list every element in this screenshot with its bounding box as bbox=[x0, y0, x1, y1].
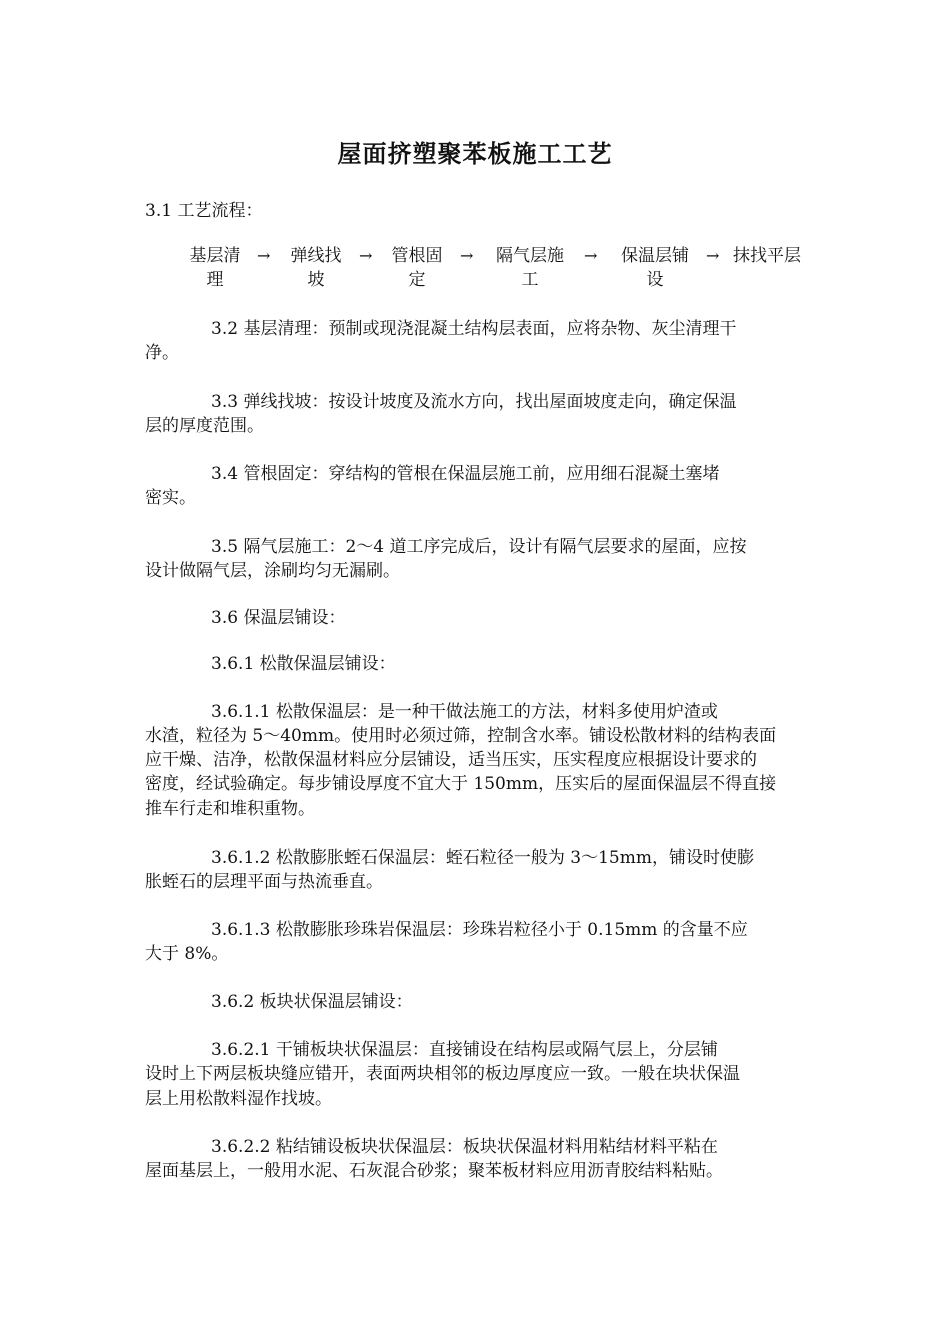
paragraph-3-6-2-1-line: 层上用松散料湿作找坡。 bbox=[145, 1089, 332, 1109]
flow-arrow: → bbox=[257, 246, 271, 265]
paragraph-3-6-1-2-line: 胀蛭石的层理平面与热流垂直。 bbox=[145, 872, 383, 892]
flow-step-label-cont: 设 bbox=[646, 270, 664, 290]
flow-step-vapor-barrier bbox=[490, 244, 570, 292]
section-3-1-heading: 3.1 工艺流程： bbox=[145, 201, 263, 221]
paragraph-3-6-1-1-line: 水渣，粒径为 5～40mm。使用时必须过筛，控制含水率。铺设松散材料的结构表面 bbox=[145, 726, 777, 746]
paragraph-3-4-line: 3.4 管根固定：穿结构的管根在保温层施工前，应用细石混凝土塞堵 bbox=[211, 464, 720, 484]
flow-step-label: 保温层铺 bbox=[621, 246, 689, 266]
paragraph-3-6-2-2-line: 屋面基层上，一般用水泥、石灰混合砂浆；聚苯板材料应用沥青胶结料粘贴。 bbox=[145, 1161, 723, 1181]
section-3-6-1-heading: 3.6.1 松散保温层铺设： bbox=[211, 654, 396, 674]
flow-step-insulation-laying bbox=[615, 244, 695, 292]
paragraph-3-6-1-3-line: 3.6.1.3 松散膨胀珍珠岩保温层：珍珠岩粒径小于 0.15mm 的含量不应 bbox=[211, 920, 748, 940]
flow-step-leveling-layer bbox=[727, 244, 807, 268]
paragraph-3-6-1-1-line: 3.6.1.1 松散保温层：是一种干做法施工的方法，材料多使用炉渣或 bbox=[211, 702, 718, 722]
flow-step-label: 弹线找 bbox=[290, 246, 342, 266]
paragraph-3-5-line: 3.5 隔气层施工：2～4 道工序完成后，设计有隔气层要求的屋面，应按 bbox=[211, 537, 747, 557]
flow-step-label-cont: 工 bbox=[521, 270, 539, 290]
paragraph-3-3-line: 3.3 弹线找坡：按设计坡度及流水方向，找出屋面坡度走向，确定保温 bbox=[211, 392, 737, 412]
flow-arrow: → bbox=[359, 246, 373, 265]
paragraph-3-6-1-1-line: 密度，经试验确定。每步铺设厚度不宜大于 150mm，压实后的屋面保温层不得直接 bbox=[145, 774, 777, 794]
section-3-6-heading: 3.6 保温层铺设： bbox=[211, 608, 346, 628]
paragraph-3-6-2-2-line: 3.6.2.2 粘结铺设板块状保温层：板块状保温材料用粘结材料平粘在 bbox=[211, 1137, 718, 1157]
flow-step-label-cont: 坡 bbox=[307, 270, 325, 290]
flow-step-pipe-fixing bbox=[387, 244, 447, 292]
paragraph-3-6-2-1-line: 设时上下两层板块缝应错开，表面两块相邻的板边厚度应一致。一般在块状保温 bbox=[145, 1064, 740, 1084]
flow-step-label: 隔气层施 bbox=[496, 246, 564, 266]
paragraph-3-2-line: 3.2 基层清理：预制或现浇混凝土结构层表面，应将杂物、灰尘清理干 bbox=[211, 319, 737, 339]
flow-arrow: → bbox=[706, 246, 720, 265]
paragraph-3-6-1-1-line: 应干燥、洁净，松散保温材料应分层铺设，适当压实，压实程度应根据设计要求的 bbox=[145, 750, 757, 770]
section-3-6-2-heading: 3.6.2 板块状保温层铺设： bbox=[211, 992, 413, 1012]
flow-arrow: → bbox=[584, 246, 598, 265]
flow-step-label-cont: 理 bbox=[206, 270, 224, 290]
paragraph-3-6-1-2-line: 3.6.1.2 松散膨胀蛭石保温层：蛭石粒径一般为 3～15mm，铺设时使膨 bbox=[211, 848, 754, 868]
flow-step-label-cont: 定 bbox=[408, 270, 426, 290]
flow-step-label: 抹找平层 bbox=[733, 246, 801, 266]
paragraph-3-6-1-3-line: 大于 8%。 bbox=[145, 944, 229, 964]
paragraph-3-2-line: 净。 bbox=[145, 343, 179, 363]
flow-arrow: → bbox=[460, 246, 474, 265]
page-title: 屋面挤塑聚苯板施工工艺 bbox=[337, 139, 613, 168]
flow-step-slope-marking bbox=[286, 244, 346, 292]
paragraph-3-6-2-1-line: 3.6.2.1 干铺板块状保温层：直接铺设在结构层或隔气层上，分层铺 bbox=[211, 1040, 718, 1060]
paragraph-3-6-1-1-line: 推车行走和堆积重物。 bbox=[145, 799, 315, 819]
flow-step-base-cleaning bbox=[185, 244, 245, 292]
paragraph-3-3-line: 层的厚度范围。 bbox=[145, 416, 264, 436]
flow-step-label: 基层清 bbox=[189, 246, 241, 266]
flow-step-label: 管根固 bbox=[391, 246, 443, 266]
process-flow bbox=[185, 244, 825, 292]
paragraph-3-4-line: 密实。 bbox=[145, 488, 196, 508]
paragraph-3-5-line: 设计做隔气层，涂刷均匀无漏刷。 bbox=[145, 561, 400, 581]
